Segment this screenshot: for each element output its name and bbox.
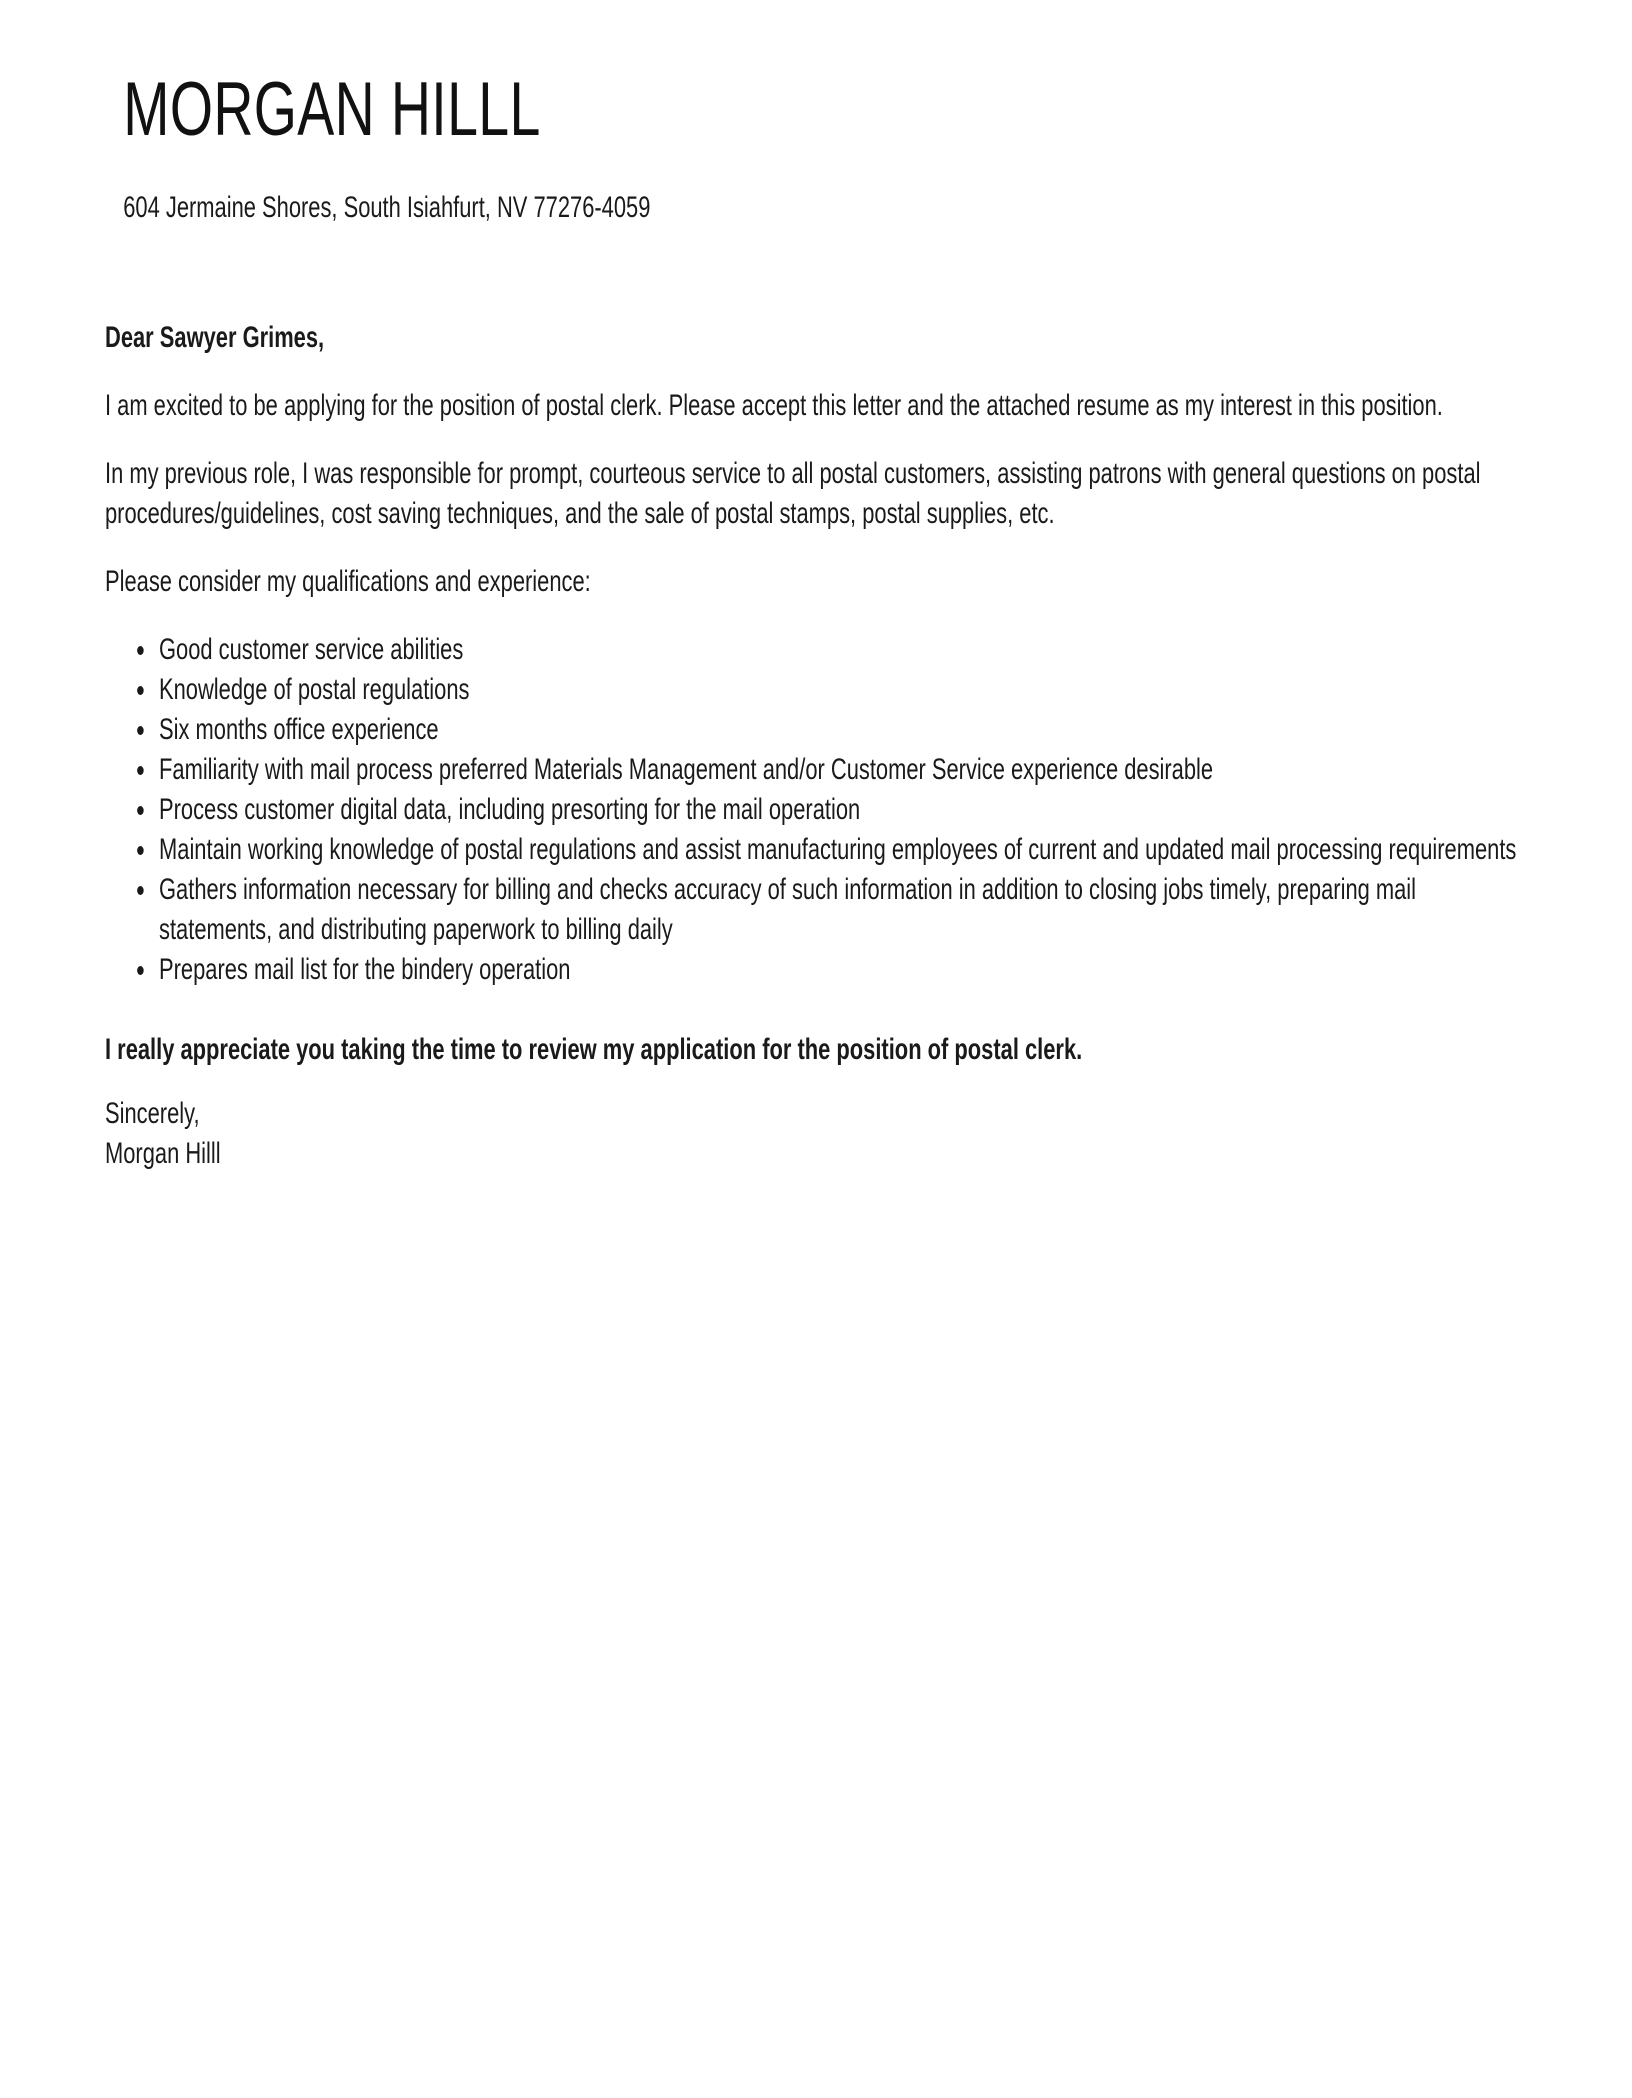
qualification-item: • Process customer digital data, including presorting for the mail operation bbox=[155, 790, 1522, 830]
qualification-item: • Six months office experience bbox=[155, 710, 1522, 750]
applicant-address: 604 Jermaine Shores, South Isiahfurt, NV 77276-4059 bbox=[123, 191, 651, 224]
signature-block bbox=[105, 1094, 1521, 1174]
qualification-item: • Familiarity with mail process preferred Materials Management and/or Customer Service experience desirable bbox=[155, 750, 1522, 790]
qualification-item: • Good customer service abilities bbox=[155, 630, 1522, 670]
paragraph-previous-role: In my previous role, I was responsible for prompt, courteous service to all postal customers, assisting patrons with general questions on postal procedures/guidelines, cost saving techniques, and the sale of postal stamps, postal supplies, etc. bbox=[105, 457, 1481, 530]
paragraph-qualifications-lead: Please consider my qualifications and experience: bbox=[105, 565, 591, 598]
signature-name: Morgan Hilll bbox=[105, 1137, 221, 1170]
closing-statement: I really appreciate you taking the time to review my application for the position of postal clerk. bbox=[105, 1033, 1083, 1066]
qualification-item: • Maintain working knowledge of postal regulations and assist manufacturing employees of current and updated mail processing requirements bbox=[155, 830, 1522, 870]
letter-header bbox=[123, 68, 1521, 228]
applicant-name: MORGAN HILLL bbox=[123, 67, 541, 152]
qualification-item: • Prepares mail list for the bindery operation bbox=[155, 950, 1522, 990]
qualifications-list bbox=[105, 630, 1521, 990]
qualification-item: • Gathers information necessary for billing and checks accuracy of such information in addition to closing jobs timely, preparing mail statements, and distributing paperwork to billing daily bbox=[155, 870, 1522, 950]
greeting: Dear Sawyer Grimes, bbox=[105, 321, 325, 354]
paragraph-intro: I am excited to be applying for the position of postal clerk. Please accept this letter and the attached resume as my interest in this position. bbox=[105, 389, 1443, 422]
qualification-item: • Knowledge of postal regulations bbox=[155, 670, 1522, 710]
letter-content bbox=[105, 68, 1521, 1174]
signoff: Sincerely, bbox=[105, 1097, 200, 1130]
